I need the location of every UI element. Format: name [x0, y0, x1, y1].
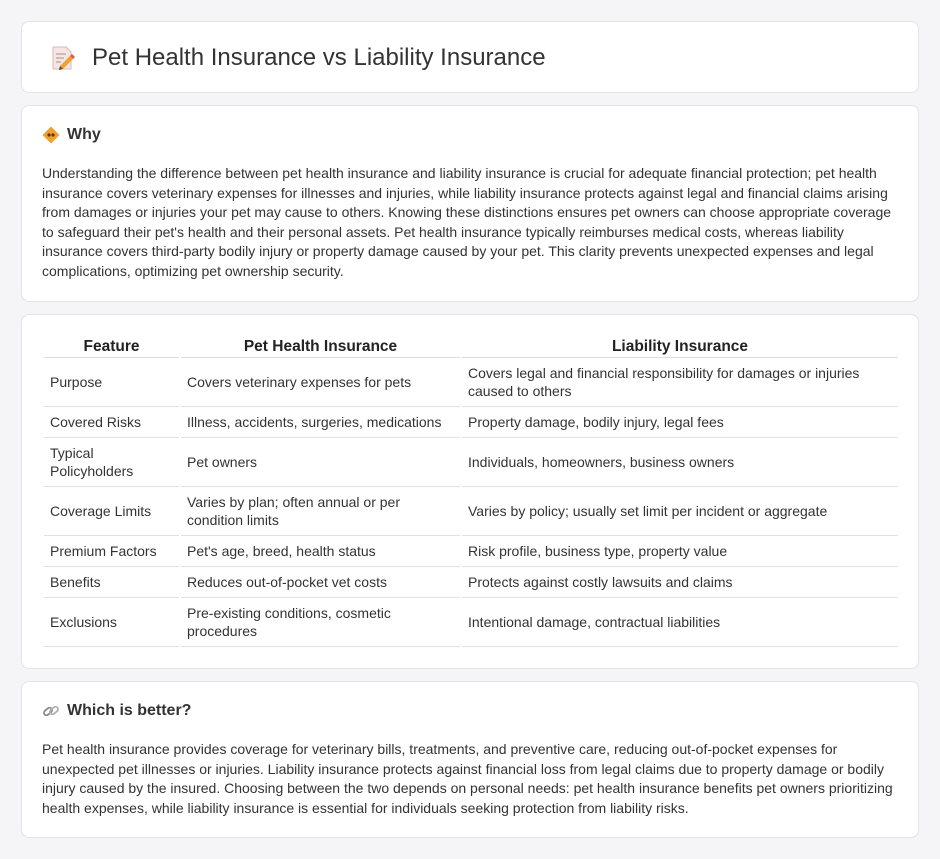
header-card — [21, 21, 919, 93]
table-cell: Purpose — [44, 358, 179, 407]
table-row — [44, 598, 898, 647]
link-icon — [42, 702, 60, 720]
table-row — [44, 487, 898, 536]
header-liability: Liability Insurance — [462, 335, 898, 358]
table-cell: Pre-existing conditions, cosmetic procedures — [181, 598, 460, 647]
diamond-warning-icon — [42, 126, 60, 144]
table-row — [44, 536, 898, 567]
table-cell: Intentional damage, contractual liabilities — [462, 598, 898, 647]
why-text: Understanding the difference between pet health insurance and liability insurance is crucial for adequate financial protection; pet health insurance covers veterinary expenses for illnesses and injuries, while liability insurance protects against legal and financial claims arising from damages or injuries your pet may cause to others. Knowing these distinctions ensures pet owners can choose appropriate coverage to safeguard their pet's health and their personal assets. Pet health insurance typically reimburses medical costs, whereas liability insurance covers third-party bodily injury or property damage caused by your pet. This clarity prevents unexpected expenses and legal complications, optimizing pet ownership security. — [42, 165, 892, 279]
table-cell: Individuals, homeowners, business owners — [462, 438, 898, 487]
table-header-row — [44, 335, 898, 358]
table-cell: Pet owners — [181, 438, 460, 487]
table-cell: Varies by policy; usually set limit per incident or aggregate — [462, 487, 898, 536]
table-cell: Covered Risks — [44, 407, 179, 438]
page-title: Pet Health Insurance vs Liability Insurance — [92, 44, 546, 71]
comparison-section — [21, 314, 919, 669]
comparison-table — [42, 335, 900, 647]
better-text: Pet health insurance provides coverage for veterinary bills, treatments, and preventive care, reducing out-of-pocket expenses for unexpected pet illnesses or injuries. Liability insurance protects against financial loss from legal claims due to property damage or bodily injury caused by the insured. Choosing between the two depends on personal needs: pet health insurance benefits pet owners prioritizing health expenses, while liability insurance is essential for individuals seeking protection from liability risks. — [42, 741, 893, 816]
table-cell: Reduces out-of-pocket vet costs — [181, 567, 460, 598]
why-heading — [42, 126, 101, 144]
table-row — [44, 438, 898, 487]
table-cell: Benefits — [44, 567, 179, 598]
table-cell: Typical Policyholders — [44, 438, 179, 487]
memo-pencil-icon — [46, 42, 78, 74]
table-cell: Covers veterinary expenses for pets — [181, 358, 460, 407]
table-cell: Varies by plan; often annual or per condition limits — [181, 487, 460, 536]
table-cell: Premium Factors — [44, 536, 179, 567]
table-row — [44, 407, 898, 438]
table-cell: Exclusions — [44, 598, 179, 647]
table-cell: Illness, accidents, surgeries, medications — [181, 407, 460, 438]
table-cell: Coverage Limits — [44, 487, 179, 536]
better-title: Which is better? — [67, 702, 192, 719]
table-cell: Pet's age, breed, health status — [181, 536, 460, 567]
table-row — [44, 567, 898, 598]
header-feature: Feature — [44, 335, 179, 358]
which-better-section — [21, 681, 919, 838]
table-cell: Covers legal and financial responsibility for damages or injuries caused to others — [462, 358, 898, 407]
title-row — [46, 42, 546, 74]
why-section — [21, 105, 919, 302]
header-pet-health: Pet Health Insurance — [181, 335, 460, 358]
table-row — [44, 358, 898, 407]
table-cell: Property damage, bodily injury, legal fees — [462, 407, 898, 438]
table-cell: Protects against costly lawsuits and claims — [462, 567, 898, 598]
better-heading — [42, 702, 191, 720]
why-title: Why — [67, 126, 101, 143]
table-cell: Risk profile, business type, property value — [462, 536, 898, 567]
